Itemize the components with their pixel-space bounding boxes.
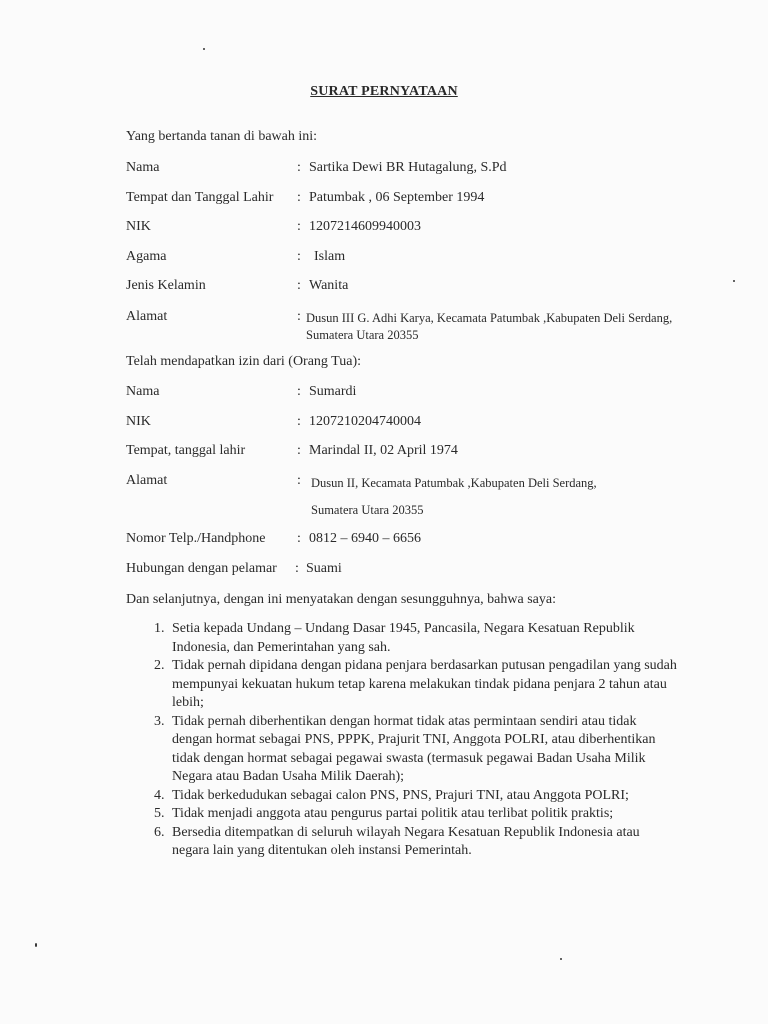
- field-label: NIK: [126, 219, 151, 234]
- field-label: Nama: [126, 384, 160, 399]
- field-colon: :: [297, 531, 301, 546]
- field-label: Agama: [126, 249, 167, 264]
- field-label: Tempat, tanggal lahir: [126, 443, 246, 458]
- permission-heading: Telah mendapatkan izin dari (Orang Tua):: [126, 354, 362, 369]
- field-value: 1207214609940003: [309, 219, 421, 234]
- field-colon: :: [297, 219, 301, 234]
- field-value-line1: Dusun II, Kecamata Patumbak ,Kabupaten Deli Serdang,: [311, 476, 597, 490]
- field-value: Wanita: [309, 278, 349, 293]
- field-value: Islam: [314, 249, 346, 264]
- field-colon: :: [295, 561, 299, 576]
- scan-speck: [560, 958, 562, 960]
- field-value: Dusun III G. Adhi Karya, Kecamata Patumbak ,Kabupaten Deli Serdang, Sumatera Utara 20355: [306, 311, 673, 342]
- list-item: 4. Tidak berkedudukan sebagai calon PNS, PNS, Prajuri TNI, atau Anggota POLRI;: [168, 787, 678, 806]
- field-colon: :: [297, 414, 301, 429]
- statement-list: [148, 620, 678, 861]
- field-label: NIK: [126, 414, 151, 429]
- scan-speck: [733, 280, 735, 282]
- intro-text: Yang bertanda tanan di bawah ini:: [126, 129, 318, 144]
- field-value: Suami: [306, 561, 342, 576]
- field-colon: :: [297, 278, 301, 293]
- field-colon: :: [297, 160, 301, 175]
- field-label: Jenis Kelamin: [126, 278, 206, 293]
- field-value: Sumardi: [309, 384, 357, 399]
- field-value: Patumbak , 06 September 1994: [309, 190, 485, 205]
- field-label: Alamat: [126, 309, 168, 324]
- field-label: Tempat dan Tanggal Lahir: [126, 190, 274, 205]
- field-value-line2: Sumatera Utara 20355: [311, 503, 424, 517]
- field-value: 0812 – 6940 – 6656: [309, 531, 421, 546]
- field-colon: :: [297, 190, 301, 205]
- list-item: 2. Tidak pernah dipidana dengan pidana penjara berdasarkan putusan pengadilan yang sudah mempunyai kekuatan hukum tetap karena melakukan tindak pidana penjara 2 tahun atau lebih;: [168, 657, 678, 713]
- field-label: Nama: [126, 160, 160, 175]
- list-item: 3. Tidak pernah diberhentikan dengan hormat tidak atas permintaan sendiri atau tidak dengan hormat sebagai PNS, PPPK, Prajurit TNI, Anggota POLRI, atau diberhentikan tidak dengan hormat sebagai pegawai swasta (termasuk pegawai Badan Usaha Milik Negara atau Badan Usaha Milik Daerah);: [168, 713, 678, 787]
- field-value: 1207210204740004: [309, 414, 421, 429]
- field-colon: :: [297, 384, 301, 399]
- field-colon: :: [297, 309, 301, 324]
- field-value: Marindal II, 02 April 1974: [309, 443, 458, 458]
- field-value: Sartika Dewi BR Hutagalung, S.Pd: [309, 160, 507, 175]
- scan-speck: [203, 48, 205, 50]
- statement-intro: Dan selanjutnya, dengan ini menyatakan dengan sesungguhnya, bahwa saya:: [126, 592, 556, 607]
- field-colon: :: [297, 473, 301, 488]
- field-colon: :: [297, 249, 301, 264]
- list-item: 5. Tidak menjadi anggota atau pengurus partai politik atau terlibat politik praktis;: [168, 805, 678, 824]
- field-label: Alamat: [126, 473, 168, 488]
- list-item: 6. Bersedia ditempatkan di seluruh wilayah Negara Kesatuan Republik Indonesia atau negara lain yang ditentukan oleh instansi Pemerintah.: [168, 824, 678, 861]
- field-colon: :: [297, 443, 301, 458]
- field-label: Hubungan dengan pelamar: [126, 561, 277, 576]
- document-title: SURAT PERNYATAAN: [310, 84, 458, 99]
- scan-speck: [35, 943, 37, 947]
- field-label: Nomor Telp./Handphone: [126, 531, 266, 546]
- list-item: 1. Setia kepada Undang – Undang Dasar 1945, Pancasila, Negara Kesatuan Republik Indonesia, dan Pemerintahan yang sah.: [168, 620, 678, 657]
